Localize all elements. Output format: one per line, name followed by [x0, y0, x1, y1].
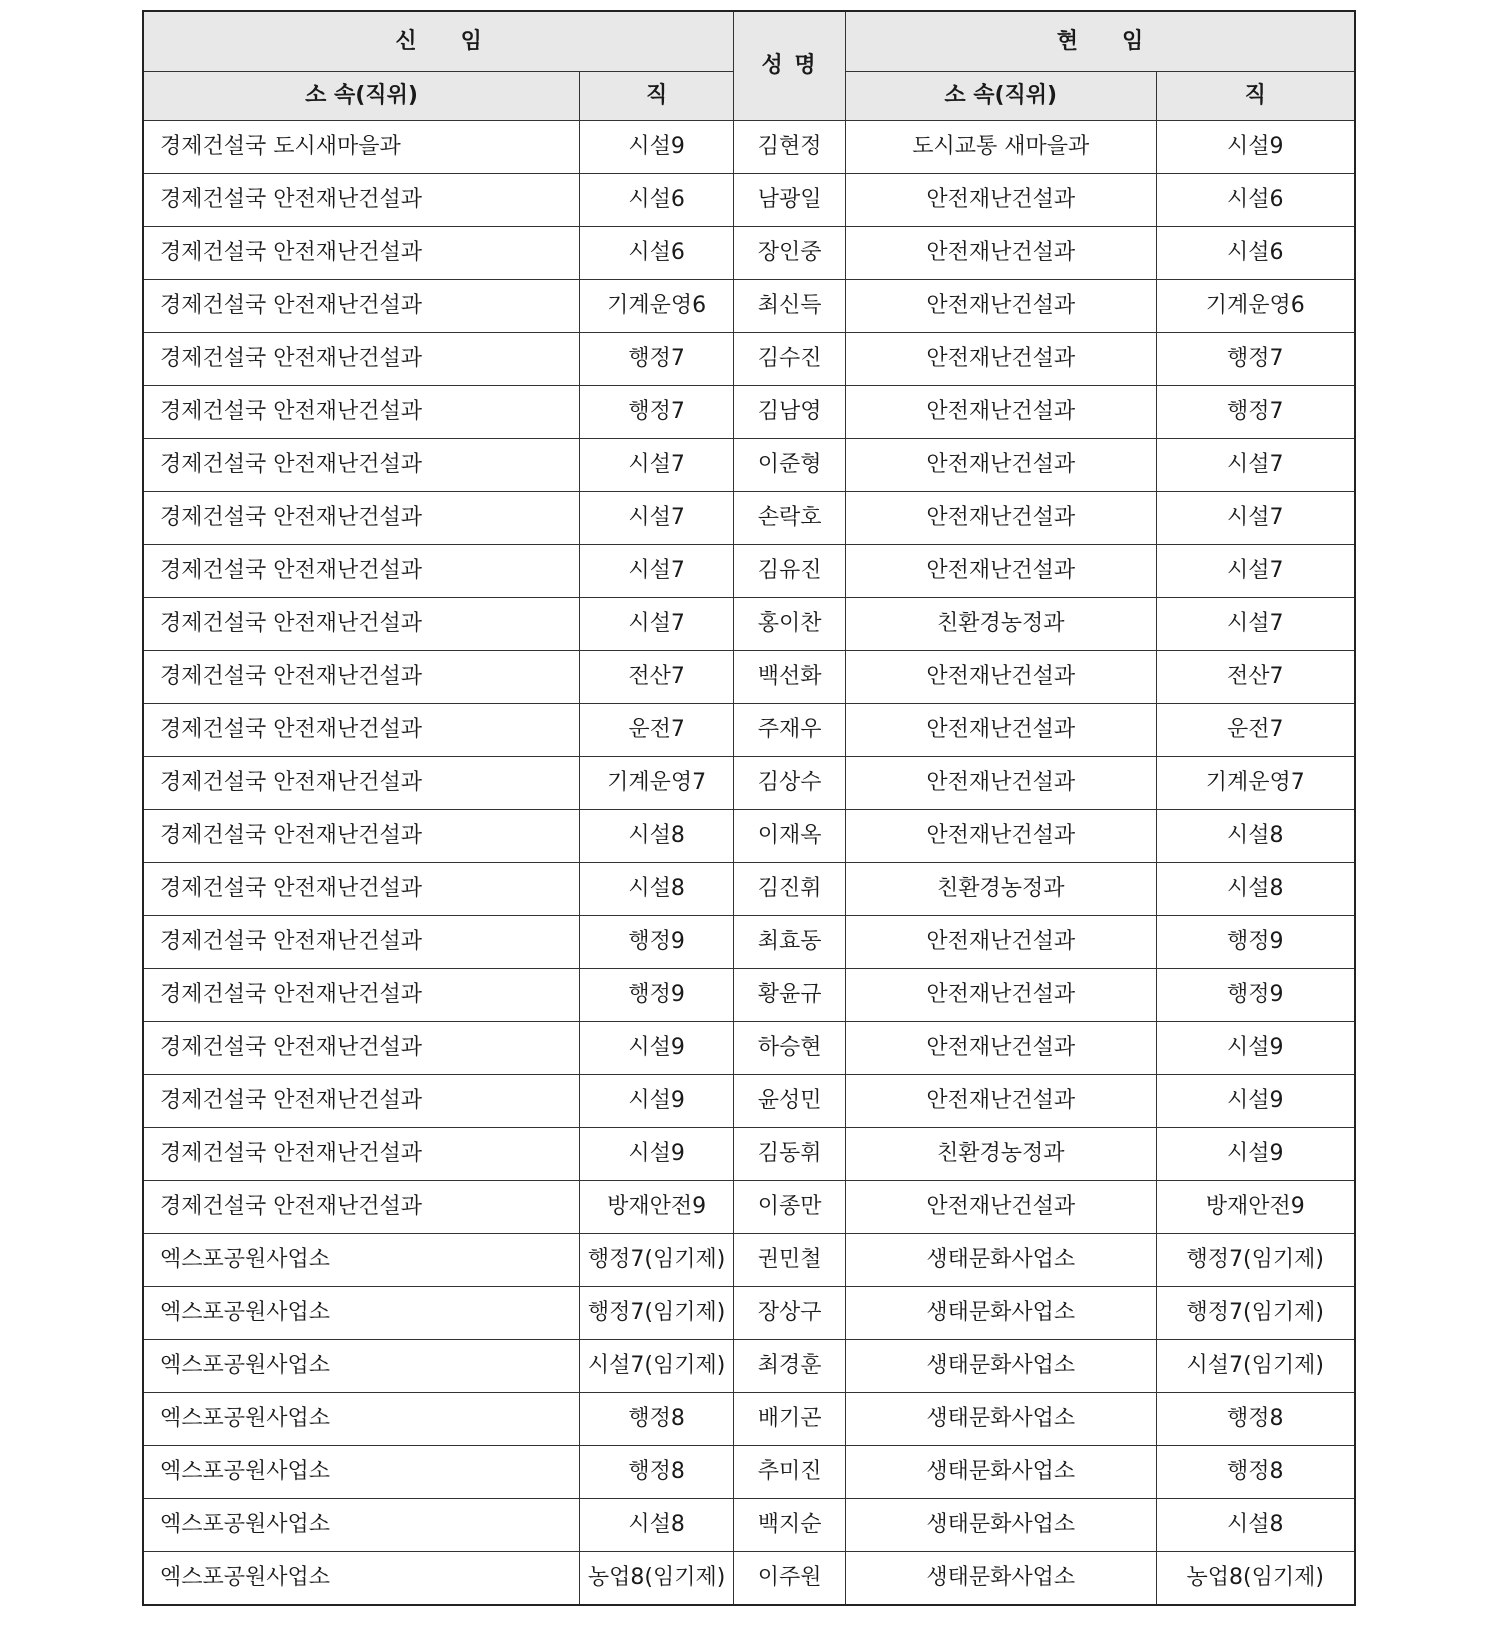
- current-position-cell: 행정7(임기제): [1156, 1287, 1355, 1340]
- name-cell: 김유진: [734, 545, 846, 598]
- current-affiliation-cell: 생태문화사업소: [845, 1446, 1156, 1499]
- table-row: [143, 757, 1355, 810]
- current-position-cell: 행정7(임기제): [1156, 1234, 1355, 1287]
- new-position-cell: 시설7: [579, 545, 733, 598]
- table-row: [143, 439, 1355, 492]
- name-cell: 홍이찬: [734, 598, 846, 651]
- new-position-cell: 시설6: [579, 227, 733, 280]
- new-affiliation-cell: 엑스포공원사업소: [143, 1287, 579, 1340]
- current-position-cell: 전산7: [1156, 651, 1355, 704]
- current-affiliation-cell: 안전재난건설과: [845, 545, 1156, 598]
- name-cell: 최효동: [734, 916, 846, 969]
- current-position-cell: 시설8: [1156, 863, 1355, 916]
- table-row: [143, 916, 1355, 969]
- current-position-cell: 운전7: [1156, 704, 1355, 757]
- current-affiliation-cell: 안전재난건설과: [845, 810, 1156, 863]
- new-affiliation-cell: 경제건설국 안전재난건설과: [143, 810, 579, 863]
- table-row: [143, 1446, 1355, 1499]
- new-affiliation-cell: 경제건설국 안전재난건설과: [143, 863, 579, 916]
- personnel-table: [142, 10, 1356, 1606]
- current-position-cell: 농업8(임기제): [1156, 1552, 1355, 1606]
- new-affiliation-cell: 경제건설국 안전재난건설과: [143, 386, 579, 439]
- new-position-cell: 행정7: [579, 386, 733, 439]
- name-cell: 손락호: [734, 492, 846, 545]
- new-position-cell: 시설8: [579, 810, 733, 863]
- current-position-cell: 시설8: [1156, 1499, 1355, 1552]
- new-affiliation-cell: 엑스포공원사업소: [143, 1499, 579, 1552]
- new-position-cell: 행정8: [579, 1446, 733, 1499]
- current-position-cell: 시설7: [1156, 439, 1355, 492]
- header-name: 성 명: [734, 11, 846, 121]
- new-affiliation-cell: 경제건설국 안전재난건설과: [143, 916, 579, 969]
- new-position-cell: 행정9: [579, 969, 733, 1022]
- current-affiliation-cell: 안전재난건설과: [845, 386, 1156, 439]
- new-position-cell: 기계운영7: [579, 757, 733, 810]
- new-affiliation-cell: 경제건설국 안전재난건설과: [143, 333, 579, 386]
- current-position-cell: 시설6: [1156, 174, 1355, 227]
- current-affiliation-cell: 안전재난건설과: [845, 916, 1156, 969]
- current-position-cell: 행정7: [1156, 333, 1355, 386]
- new-affiliation-cell: 경제건설국 안전재난건설과: [143, 492, 579, 545]
- table-row: [143, 1287, 1355, 1340]
- new-affiliation-cell: 경제건설국 안전재난건설과: [143, 174, 579, 227]
- current-affiliation-cell: 안전재난건설과: [845, 174, 1156, 227]
- new-affiliation-cell: 엑스포공원사업소: [143, 1446, 579, 1499]
- current-affiliation-cell: 안전재난건설과: [845, 1022, 1156, 1075]
- name-cell: 추미진: [734, 1446, 846, 1499]
- new-position-cell: 행정7: [579, 333, 733, 386]
- table-row: [143, 174, 1355, 227]
- new-position-cell: 행정8: [579, 1393, 733, 1446]
- new-position-cell: 시설7: [579, 439, 733, 492]
- new-affiliation-cell: 경제건설국 안전재난건설과: [143, 1181, 579, 1234]
- name-cell: 최신득: [734, 280, 846, 333]
- current-affiliation-cell: 안전재난건설과: [845, 333, 1156, 386]
- table-row: [143, 1393, 1355, 1446]
- new-affiliation-cell: 경제건설국 안전재난건설과: [143, 757, 579, 810]
- current-affiliation-cell: 생태문화사업소: [845, 1552, 1156, 1606]
- new-affiliation-cell: 경제건설국 안전재난건설과: [143, 1022, 579, 1075]
- table-row: [143, 704, 1355, 757]
- new-affiliation-cell: 엑스포공원사업소: [143, 1340, 579, 1393]
- new-affiliation-cell: 경제건설국 안전재난건설과: [143, 704, 579, 757]
- new-position-cell: 농업8(임기제): [579, 1552, 733, 1606]
- name-cell: 김상수: [734, 757, 846, 810]
- table-row: [143, 1181, 1355, 1234]
- name-cell: 김진휘: [734, 863, 846, 916]
- new-affiliation-cell: 경제건설국 안전재난건설과: [143, 1128, 579, 1181]
- name-cell: 이주원: [734, 1552, 846, 1606]
- new-position-cell: 시설9: [579, 1075, 733, 1128]
- current-affiliation-cell: 친환경농정과: [845, 1128, 1156, 1181]
- name-cell: 윤성민: [734, 1075, 846, 1128]
- new-affiliation-cell: 경제건설국 안전재난건설과: [143, 1075, 579, 1128]
- header-current-affiliation: 소 속(직위): [845, 72, 1156, 121]
- table-row: [143, 333, 1355, 386]
- new-position-cell: 시설7: [579, 598, 733, 651]
- current-affiliation-cell: 안전재난건설과: [845, 439, 1156, 492]
- current-affiliation-cell: 안전재난건설과: [845, 704, 1156, 757]
- new-position-cell: 시설8: [579, 863, 733, 916]
- current-affiliation-cell: 친환경농정과: [845, 598, 1156, 651]
- name-cell: 하승현: [734, 1022, 846, 1075]
- new-position-cell: 행정9: [579, 916, 733, 969]
- name-cell: 김현정: [734, 121, 846, 174]
- name-cell: 장인중: [734, 227, 846, 280]
- new-affiliation-cell: 경제건설국 안전재난건설과: [143, 545, 579, 598]
- new-affiliation-cell: 경제건설국 도시새마을과: [143, 121, 579, 174]
- current-position-cell: 행정9: [1156, 916, 1355, 969]
- current-position-cell: 시설6: [1156, 227, 1355, 280]
- table-row: [143, 1128, 1355, 1181]
- new-position-cell: 시설7(임기제): [579, 1340, 733, 1393]
- table-row: [143, 969, 1355, 1022]
- current-position-cell: 시설7: [1156, 598, 1355, 651]
- name-cell: 배기곤: [734, 1393, 846, 1446]
- current-affiliation-cell: 안전재난건설과: [845, 969, 1156, 1022]
- current-position-cell: 방재안전9: [1156, 1181, 1355, 1234]
- new-position-cell: 시설9: [579, 121, 733, 174]
- new-affiliation-cell: 경제건설국 안전재난건설과: [143, 598, 579, 651]
- table-row: [143, 1552, 1355, 1606]
- new-affiliation-cell: 엑스포공원사업소: [143, 1393, 579, 1446]
- table-row: [143, 121, 1355, 174]
- name-cell: 백선화: [734, 651, 846, 704]
- table-row: [143, 651, 1355, 704]
- current-affiliation-cell: 안전재난건설과: [845, 1075, 1156, 1128]
- current-position-cell: 시설9: [1156, 1022, 1355, 1075]
- new-position-cell: 시설9: [579, 1022, 733, 1075]
- new-affiliation-cell: 경제건설국 안전재난건설과: [143, 280, 579, 333]
- current-affiliation-cell: 도시교통 새마을과: [845, 121, 1156, 174]
- table-row: [143, 1075, 1355, 1128]
- new-position-cell: 행정7(임기제): [579, 1287, 733, 1340]
- new-position-cell: 시설6: [579, 174, 733, 227]
- current-position-cell: 시설7(임기제): [1156, 1340, 1355, 1393]
- current-position-cell: 행정8: [1156, 1446, 1355, 1499]
- name-cell: 이종만: [734, 1181, 846, 1234]
- new-position-cell: 방재안전9: [579, 1181, 733, 1234]
- table-row: [143, 598, 1355, 651]
- new-affiliation-cell: 엑스포공원사업소: [143, 1234, 579, 1287]
- current-position-cell: 시설7: [1156, 492, 1355, 545]
- new-affiliation-cell: 엑스포공원사업소: [143, 1552, 579, 1606]
- current-affiliation-cell: 생태문화사업소: [845, 1340, 1156, 1393]
- name-cell: 황윤규: [734, 969, 846, 1022]
- current-position-cell: 시설8: [1156, 810, 1355, 863]
- current-affiliation-cell: 안전재난건설과: [845, 757, 1156, 810]
- name-cell: 남광일: [734, 174, 846, 227]
- new-affiliation-cell: 경제건설국 안전재난건설과: [143, 227, 579, 280]
- header-current-appointment: 현 임: [845, 11, 1355, 72]
- name-cell: 김남영: [734, 386, 846, 439]
- name-cell: 김동휘: [734, 1128, 846, 1181]
- header-new-appointment: 신 임: [143, 11, 734, 72]
- current-position-cell: 기계운영7: [1156, 757, 1355, 810]
- current-position-cell: 기계운영6: [1156, 280, 1355, 333]
- current-position-cell: 행정9: [1156, 969, 1355, 1022]
- current-position-cell: 행정8: [1156, 1393, 1355, 1446]
- current-affiliation-cell: 생태문화사업소: [845, 1393, 1156, 1446]
- table-row: [143, 810, 1355, 863]
- table-row: [143, 492, 1355, 545]
- current-affiliation-cell: 안전재난건설과: [845, 1181, 1156, 1234]
- current-position-cell: 시설7: [1156, 545, 1355, 598]
- new-position-cell: 시설7: [579, 492, 733, 545]
- name-cell: 주재우: [734, 704, 846, 757]
- name-cell: 백지순: [734, 1499, 846, 1552]
- table-body: [143, 121, 1355, 1606]
- name-cell: 최경훈: [734, 1340, 846, 1393]
- current-affiliation-cell: 생태문화사업소: [845, 1499, 1156, 1552]
- current-affiliation-cell: 생태문화사업소: [845, 1287, 1156, 1340]
- new-position-cell: 시설8: [579, 1499, 733, 1552]
- header-new-position: 직: [579, 72, 733, 121]
- table-row: [143, 1022, 1355, 1075]
- new-position-cell: 시설9: [579, 1128, 733, 1181]
- table-row: [143, 280, 1355, 333]
- current-affiliation-cell: 안전재난건설과: [845, 227, 1156, 280]
- new-affiliation-cell: 경제건설국 안전재난건설과: [143, 651, 579, 704]
- new-affiliation-cell: 경제건설국 안전재난건설과: [143, 969, 579, 1022]
- new-position-cell: 행정7(임기제): [579, 1234, 733, 1287]
- new-position-cell: 기계운영6: [579, 280, 733, 333]
- header-row-top: [143, 11, 1355, 72]
- name-cell: 이재옥: [734, 810, 846, 863]
- name-cell: 장상구: [734, 1287, 846, 1340]
- table-row: [143, 386, 1355, 439]
- table-row: [143, 863, 1355, 916]
- current-position-cell: 시설9: [1156, 1128, 1355, 1181]
- new-affiliation-cell: 경제건설국 안전재난건설과: [143, 439, 579, 492]
- name-cell: 김수진: [734, 333, 846, 386]
- name-cell: 이준형: [734, 439, 846, 492]
- current-affiliation-cell: 생태문화사업소: [845, 1234, 1156, 1287]
- current-affiliation-cell: 친환경농정과: [845, 863, 1156, 916]
- table-row: [143, 227, 1355, 280]
- current-affiliation-cell: 안전재난건설과: [845, 280, 1156, 333]
- current-position-cell: 시설9: [1156, 1075, 1355, 1128]
- new-position-cell: 운전7: [579, 704, 733, 757]
- table-row: [143, 545, 1355, 598]
- new-position-cell: 전산7: [579, 651, 733, 704]
- current-affiliation-cell: 안전재난건설과: [845, 651, 1156, 704]
- header-new-affiliation: 소 속(직위): [143, 72, 579, 121]
- current-affiliation-cell: 안전재난건설과: [845, 492, 1156, 545]
- table-row: [143, 1340, 1355, 1393]
- current-position-cell: 시설9: [1156, 121, 1355, 174]
- table-row: [143, 1234, 1355, 1287]
- name-cell: 권민철: [734, 1234, 846, 1287]
- table-row: [143, 1499, 1355, 1552]
- current-position-cell: 행정7: [1156, 386, 1355, 439]
- header-current-position: 직: [1156, 72, 1355, 121]
